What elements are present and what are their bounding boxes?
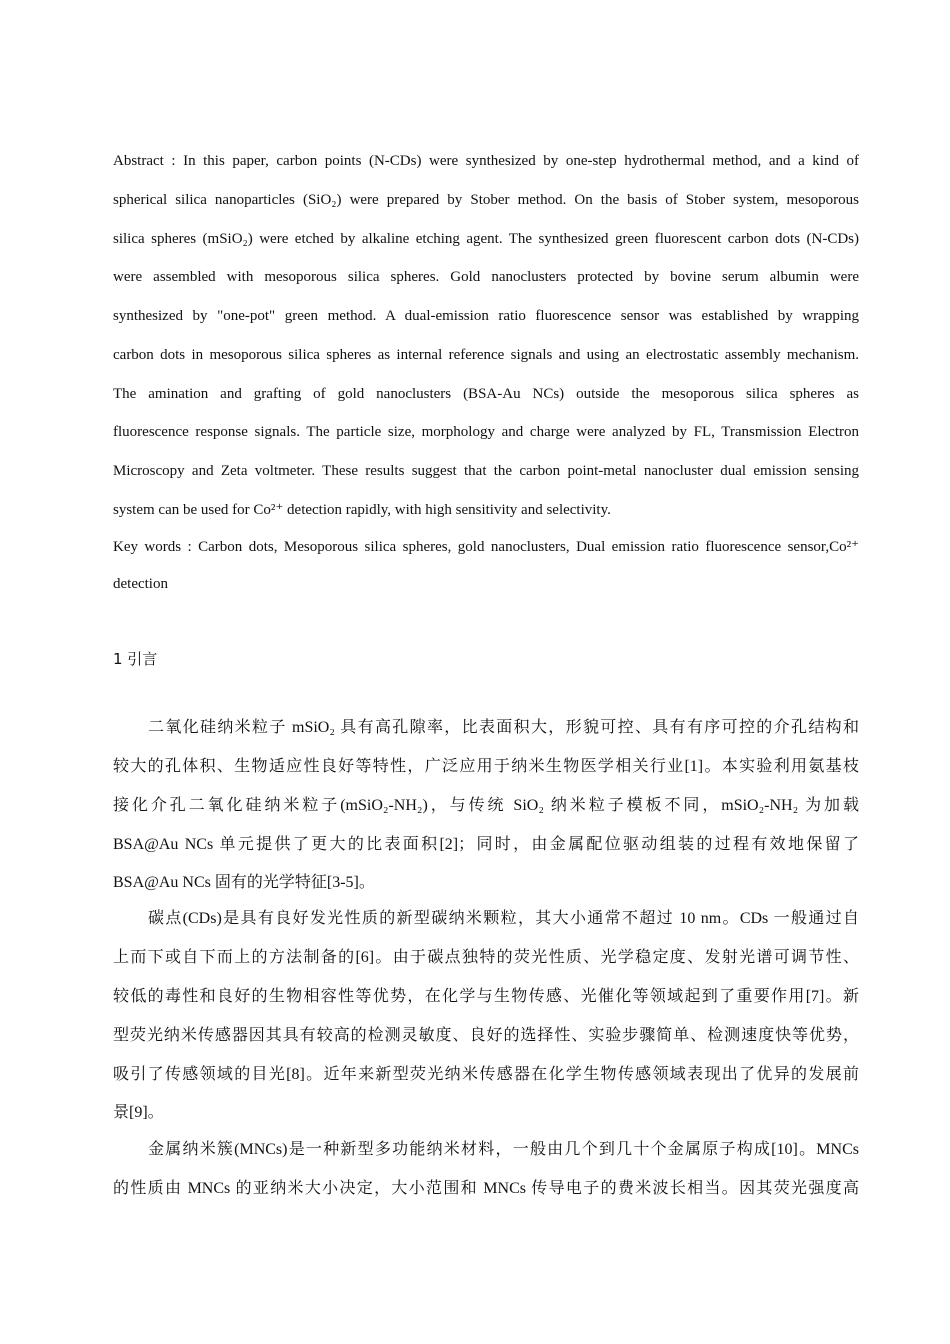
keywords-line: detection xyxy=(113,576,168,592)
abstract-line: carbon dots in mesoporous silica spheres as internal reference signals and using an electrostatic assembly mechanism. xyxy=(113,347,859,363)
paragraph-line: 景[9]。 xyxy=(113,1104,164,1121)
paragraph-line: BSA@Au NCs 单元提供了更大的比表面积[2]；同时，由金属配位驱动组装的过程有效地保留了 xyxy=(113,836,859,853)
paragraph-line: 的性质由 MNCs 的亚纳米大小决定，大小范围和 MNCs 传导电子的费米波长相当。因其荧光强度高 xyxy=(113,1180,859,1197)
paragraph-line: 金属纳米簇(MNCs)是一种新型多功能纳米材料，一般由几个到几十个金属原子构成[10]。MNCs xyxy=(148,1141,859,1158)
abstract-line: Microscopy and Zeta voltmeter. These results suggest that the carbon point-metal nanocluster dual emission sensing xyxy=(113,463,859,479)
paragraph-line: 较低的毒性和良好的生物相容性等优势，在化学与生物传感、光催化等领域起到了重要作用[7]。新 xyxy=(113,988,859,1005)
abstract-line: system can be used for Co²⁺ detection rapidly, with high sensitivity and selectivity. xyxy=(113,502,611,518)
paragraph-line: 二氧化硅纳米粒子 mSiO₂ 具有高孔隙率，比表面积大，形貌可控、具有有序可控的介孔结构和 xyxy=(148,719,859,736)
paragraph-line: 上而下或自下而上的方法制备的[6]。由于碳点独特的荧光性质、光学稳定度、发射光谱可调节性、 xyxy=(113,949,859,966)
paragraph-line: 吸引了传感领域的目光[8]。近年来新型荧光纳米传感器在化学生物传感领域表现出了优异的发展前 xyxy=(113,1066,859,1083)
paragraph-line: 碳点(CDs)是具有良好发光性质的新型碳纳米颗粒，其大小通常不超过 10 nm。CDs 一般通过自 xyxy=(148,910,859,927)
paragraph-line: 接化介孔二氧化硅纳米粒子(mSiO₂-NH₂)，与传统 SiO₂ 纳米粒子模板不同，mSiO₂-NH₂ 为加载 xyxy=(113,797,859,814)
paragraph-line: 型荧光纳米传感器因其具有较高的检测灵敏度、良好的选择性、实验步骤简单、检测速度快等优势， xyxy=(113,1027,859,1044)
abstract-line: spherical silica nanoparticles (SiO₂) were prepared by Stober method. On the basis of Stober system, mesoporous xyxy=(113,192,859,208)
abstract-line: were assembled with mesoporous silica spheres. Gold nanoclusters protected by bovine serum albumin were xyxy=(113,269,859,285)
section-heading: 1 引言 xyxy=(113,650,158,668)
abstract-line: synthesized by "one-pot" green method. A dual-emission ratio fluorescence sensor was established by wrapping xyxy=(113,308,859,324)
abstract-line: silica spheres (mSiO₂) were etched by alkaline etching agent. The synthesized green fluorescent carbon dots (N-CDs) xyxy=(113,231,859,247)
abstract-line: fluorescence response signals. The particle size, morphology and charge were analyzed by FL, Transmission Electron xyxy=(113,424,859,440)
paragraph-line: 较大的孔体积、生物适应性良好等特性，广泛应用于纳米生物医学相关行业[1]。本实验利用氨基枝 xyxy=(113,758,859,775)
paragraph-line: BSA@Au NCs 固有的光学特征[3-5]。 xyxy=(113,874,375,891)
abstract-line: Abstract : In this paper, carbon points (N-CDs) were synthesized by one-step hydrothermal method, and a kind of xyxy=(113,153,859,169)
abstract-line: The amination and grafting of gold nanoclusters (BSA-Au NCs) outside the mesoporous silica spheres as xyxy=(113,386,859,402)
keywords-line: Key words : Carbon dots, Mesoporous silica spheres, gold nanoclusters, Dual emission ratio fluorescence sensor,Co²⁺ xyxy=(113,539,859,555)
